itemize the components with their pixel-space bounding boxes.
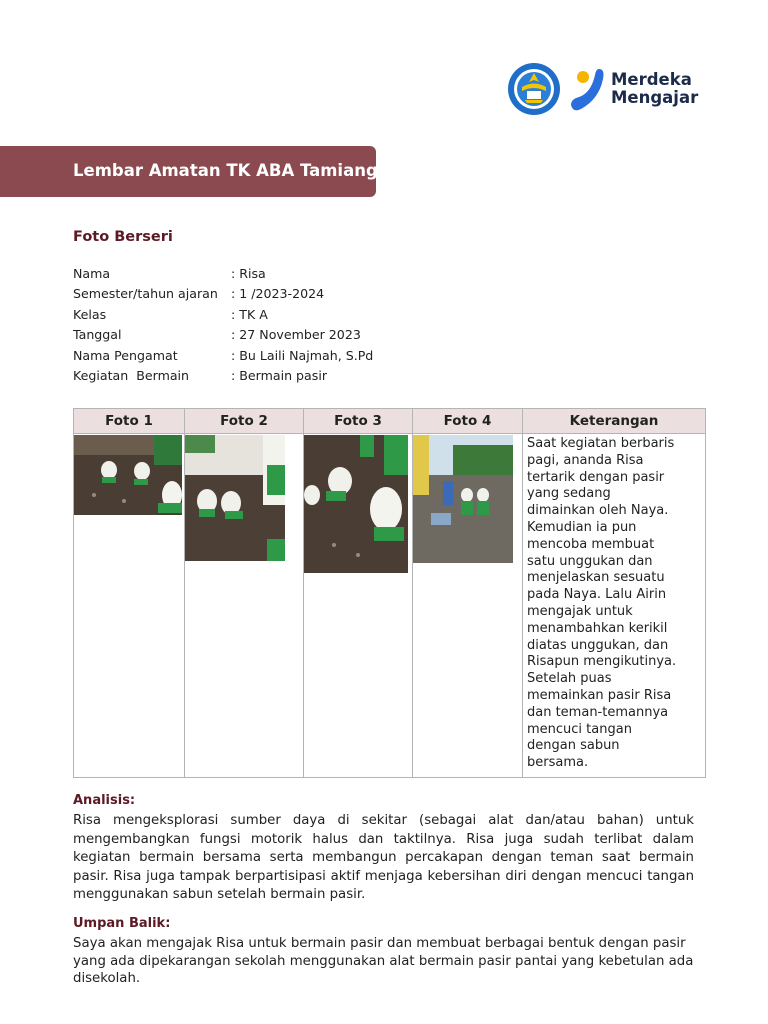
header-foto-4: Foto 4 <box>413 409 523 434</box>
photo-cell-2 <box>185 434 304 778</box>
keterangan-line: pagi, ananda Risa <box>527 452 644 468</box>
page-title: Lembar Amatan TK ABA Tamiang <box>73 161 378 180</box>
umpan-balik-text: Saya akan mengajak Risa untuk bermain pasir dan membuat berbagai bentuk dengan pasir yang ada dipekarangan sekolah menggunakan alat bermain pasir pantai yang kebetulan ada disekolah. <box>73 936 694 986</box>
keterangan-line: Setelah puas <box>527 671 612 687</box>
mengajar-text: Mengajar <box>611 88 699 107</box>
info-value: : Bermain pasir <box>231 367 328 383</box>
keterangan-text <box>523 434 705 772</box>
photo-cell-1 <box>74 434 185 778</box>
keterangan-line: yang sedang <box>527 486 611 502</box>
header-foto-3: Foto 3 <box>304 409 413 434</box>
info-row-tanggal <box>73 327 373 347</box>
keterangan-line: mencuci tangan <box>527 721 632 737</box>
keterangan-line: dengan sabun <box>527 738 620 754</box>
info-value: : TK A <box>231 306 268 322</box>
keterangan-cell <box>523 434 706 778</box>
section-title: Foto Berseri <box>73 229 173 245</box>
photo-4-image <box>413 435 513 563</box>
keterangan-line: satu unggukan dan <box>527 553 653 569</box>
info-row-kegiatan <box>73 368 373 388</box>
analisis-text: Risa mengeksplorasi sumber daya di sekitar (sebagai alat dan/atau bahan) untuk mengembangkan fungsi motorik halus dan taktilnya. Risa juga sudah terlibat dalam kegiatan bermain bersama serta membangun percakapan dengan teman saat bermain pasir. Risa juga tampak berpartisipasi aktif menjaga kebersihan diri dengan mencuci tangan menggunakan sabun setelah bermain pasir. <box>73 813 694 903</box>
info-label: Kelas <box>73 306 107 322</box>
info-label: Tanggal <box>73 327 122 343</box>
umpan-balik-heading: Umpan Balik: <box>73 916 171 931</box>
info-value: : Bu Laili Najmah, S.Pd <box>231 347 374 363</box>
table-header-row <box>74 409 706 434</box>
photo-cell-4 <box>413 434 523 778</box>
keterangan-line: diatas unggukan, dan <box>527 637 669 653</box>
keterangan-line: dimainkan oleh Naya. <box>527 503 669 519</box>
info-value: : 1 /2023-2024 <box>231 286 325 302</box>
info-row-kelas <box>73 307 373 327</box>
keterangan-line: memainkan pasir Risa <box>527 687 672 703</box>
info-row-nama <box>73 266 373 286</box>
tut-wuri-handayani-logo <box>507 62 561 116</box>
info-row-pengamat <box>73 348 373 368</box>
photo-3-image <box>304 435 408 573</box>
keterangan-line: dan teman-temannya <box>527 704 669 720</box>
merdeka-text: Merdeka <box>611 70 692 89</box>
keterangan-line: bersama. <box>527 755 589 771</box>
photo-2-image <box>185 435 285 561</box>
keterangan-line: pada Naya. Lalu Airin <box>527 587 667 603</box>
keterangan-line: Kemudian ia pun <box>527 519 637 535</box>
photo-table <box>73 408 706 778</box>
photo-cell-3 <box>304 434 413 778</box>
info-value: : Risa <box>231 266 266 281</box>
info-label: Nama Pengamat <box>73 347 178 363</box>
keterangan-line: mengajak untuk <box>527 603 633 619</box>
keterangan-line: tertarik dengan pasir <box>527 469 665 485</box>
photo-1-image <box>74 435 182 515</box>
keterangan-line: menjelaskan sesuatu <box>527 570 665 586</box>
keterangan-line: menambahkan kerikil <box>527 620 668 636</box>
merdeka-mengajar-logo <box>569 65 698 113</box>
header-foto-2: Foto 2 <box>185 409 304 434</box>
header-foto-1: Foto 1 <box>74 409 185 434</box>
analisis-heading: Analisis: <box>73 793 136 808</box>
keterangan-line: Risapun mengikutinya. <box>527 654 677 670</box>
header-keterangan: Keterangan <box>523 409 706 434</box>
info-value: : 27 November 2023 <box>231 327 361 343</box>
keterangan-line: mencoba membuat <box>527 536 655 552</box>
info-label: Kegiatan Bermain <box>73 367 190 383</box>
table-row <box>74 434 706 778</box>
merdeka-mengajar-icon <box>569 65 607 113</box>
info-block <box>73 266 373 388</box>
header-logos <box>507 62 698 116</box>
keterangan-line: Saat kegiatan berbaris <box>527 436 675 451</box>
info-label: Semester/tahun ajaran <box>73 286 218 302</box>
title-bar <box>0 146 376 197</box>
info-row-semester <box>73 286 373 306</box>
info-label: Nama <box>73 266 111 281</box>
